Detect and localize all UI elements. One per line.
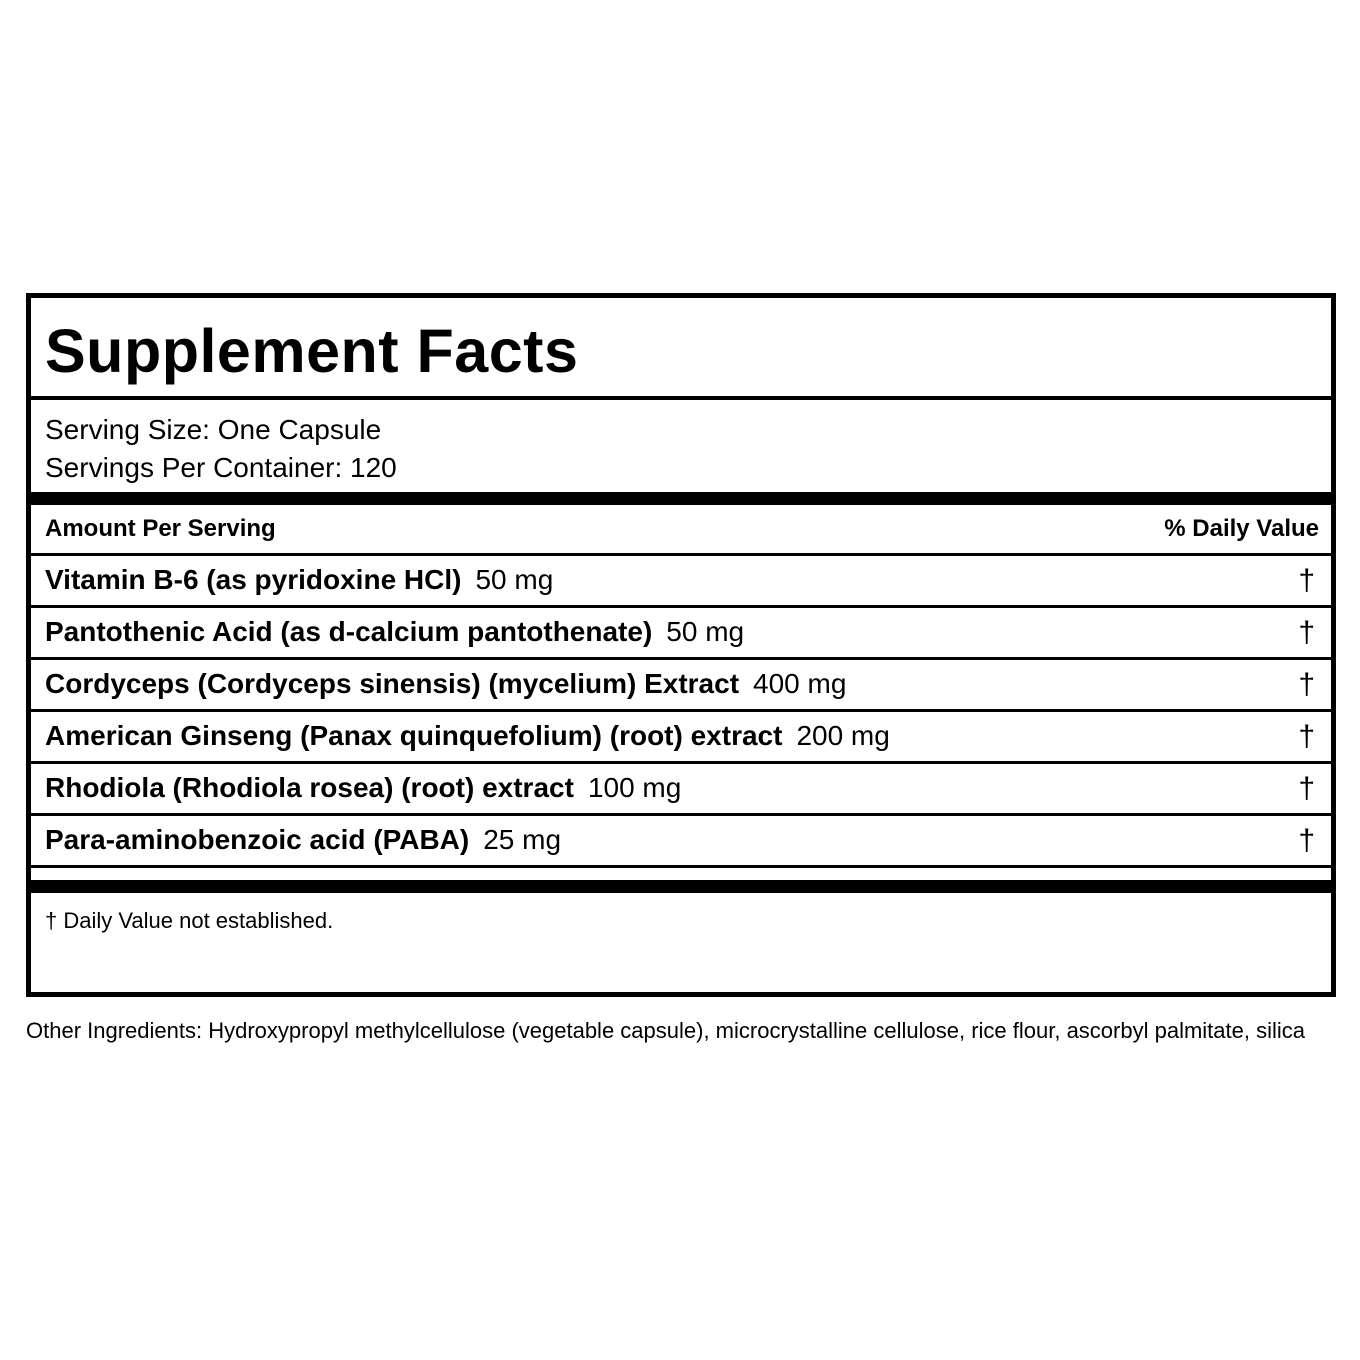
daily-value-mark: † <box>1298 720 1315 753</box>
thick-divider-bottom <box>31 880 1331 893</box>
ingredient-row <box>31 608 1331 660</box>
ingredient-row <box>31 556 1331 608</box>
column-header-row <box>31 505 1331 556</box>
title-section <box>31 298 1331 400</box>
ingredient-row <box>31 712 1331 764</box>
ingredient-name: Cordyceps (Cordyceps sinensis) (mycelium) Extract 400 mg <box>45 668 847 699</box>
panel-title: Supplement Facts <box>45 317 579 385</box>
supplement-facts-panel <box>26 293 1336 997</box>
serving-size: Serving Size: One Capsule <box>45 414 382 445</box>
ingredient-name: Rhodiola (Rhodiola rosea) (root) extract 100 mg <box>45 772 682 803</box>
ingredient-name: Vitamin B-6 (as pyridoxine HCl) 50 mg <box>45 564 554 595</box>
daily-value-mark: † <box>1298 616 1315 649</box>
daily-value-mark: † <box>1298 772 1315 805</box>
ingredient-row <box>31 816 1331 868</box>
ingredient-amount: 400 mg <box>753 668 847 699</box>
ingredient-name: Pantothenic Acid (as d-calcium pantothenate) 50 mg <box>45 616 745 647</box>
thick-divider-top <box>31 492 1331 505</box>
ingredient-amount: 200 mg <box>796 720 890 751</box>
ingredient-amount: 25 mg <box>483 824 562 855</box>
daily-value-header: % Daily Value <box>1164 515 1319 542</box>
ingredient-row <box>31 660 1331 712</box>
empty-spacer-row <box>31 868 1331 880</box>
ingredient-row <box>31 764 1331 816</box>
ingredient-amount: 100 mg <box>587 772 682 803</box>
other-ingredients: Other Ingredients: Hydroxypropyl methylcellulose (vegetable capsule), microcrystalline cellulose, rice flour, ascorbyl palmitate, silica <box>26 1018 1305 1043</box>
daily-value-mark: † <box>1298 824 1315 857</box>
daily-value-footnote: † Daily Value not established. <box>45 908 334 933</box>
ingredient-name: American Ginseng (Panax quinquefolium) (root) extract 200 mg <box>45 720 890 751</box>
ingredient-rows <box>31 556 1331 868</box>
amount-per-serving-header: Amount Per Serving <box>45 515 276 542</box>
ingredient-amount: 50 mg <box>475 564 554 595</box>
ingredient-name: Para-aminobenzoic acid (PABA) 25 mg <box>45 824 562 855</box>
daily-value-mark: † <box>1298 564 1315 597</box>
ingredient-amount: 50 mg <box>666 616 745 647</box>
servings-per-container: Servings Per Container: 120 <box>45 452 397 483</box>
daily-value-mark: † <box>1298 668 1315 701</box>
serving-info <box>31 400 1331 492</box>
